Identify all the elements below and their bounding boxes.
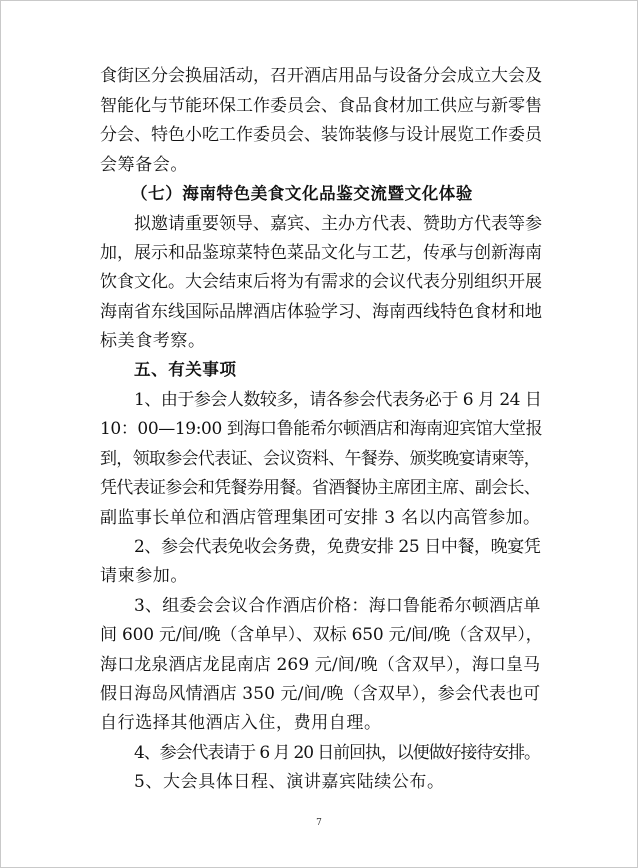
body-line: 到，领取参会代表证、会议资料、午餐券、颁奖晚宴请柬等， [100,449,541,469]
body-line: 海南省东线国际品牌酒店体验学习、海南西线特色食材和地 [100,302,542,322]
body-line: 食街区分会换届活动，召开酒店用品与设备分会成立大会及 [100,66,542,86]
body-line: 凭代表证参会和凭餐券用餐。省酒餐协主席团主席、副会长、 [100,478,541,498]
body-line: 标美食考察。 [100,331,206,351]
body-line: 智能化与节能环保工作委员会、食品食材加工供应与新零售 [100,96,542,116]
body-line: 请柬参加。 [100,566,188,586]
body-line: 加，展示和品鉴琼菜特色菜品文化与工艺，传承与创新海南 [100,243,542,263]
section-heading: （七）海南特色美食文化品鉴交流暨文化体验 [131,184,473,203]
body-line: 1、由于参会人数较多，请各参会代表务必于 6 月 24 日 [134,390,542,410]
body-line: 3、组委会会议合作酒店价格：海口鲁能希尔顿酒店单 [134,596,541,616]
section-heading: 五、有关事项 [134,360,237,379]
body-line: 拟邀请重要领导、嘉宾、主办方代表、赞助方代表等参 [134,214,542,234]
body-line: 假日海岛风情酒店 350 元/间/晚（含双早），参会代表也可 [100,684,541,704]
body-line: 5、大会具体日程、演讲嘉宾陆续公布。 [134,772,445,792]
body-line: 间 600 元/间/晚（含单早）、双标 650 元/间/晚（含双早）， [100,625,543,645]
body-line: 10：00—19:00 到海口鲁能希尔顿酒店和海南迎宾馆大堂报 [100,419,543,439]
page-number: 7 [316,818,322,828]
body-line: 自行选择其他酒店入住，费用自理。 [100,713,382,733]
body-line: 副监事长单位和酒店管理集团可安排 3 名以内高管参加。 [100,508,541,528]
body-line: 分会、特色小吃工作委员会、装饰装修与设计展览工作委员 [100,125,542,145]
body-line: 2、参会代表免收会务费，免费安排 25 日中餐，晚宴凭 [134,537,541,557]
body-line: 饮食文化。大会结束后将为有需求的会议代表分别组织开展 [100,272,542,292]
body-line: 4、参会代表请于 6 月 20 日前回执，以便做好接待安排。 [134,743,540,763]
body-line: 会筹备会。 [100,155,188,175]
body-line: 海口龙泉酒店龙昆南店 269 元/间/晚（含双早），海口皇马 [100,655,541,675]
